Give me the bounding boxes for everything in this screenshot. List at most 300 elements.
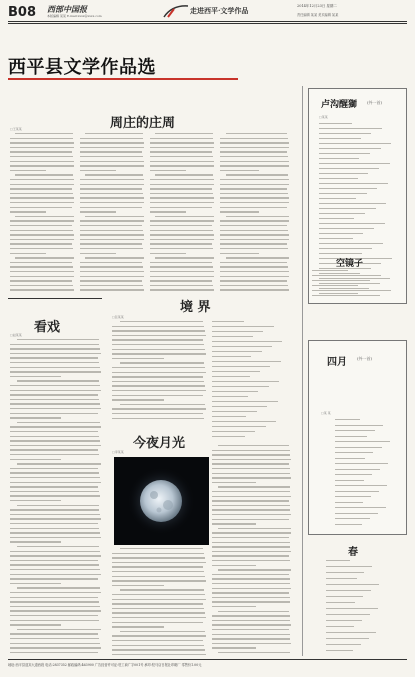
text-line bbox=[326, 572, 364, 573]
text-line bbox=[326, 602, 355, 603]
text-line bbox=[10, 601, 99, 602]
text-line bbox=[150, 285, 213, 286]
text-line bbox=[10, 276, 74, 277]
text-line bbox=[220, 225, 287, 226]
text-line bbox=[10, 230, 73, 231]
text-line bbox=[80, 197, 144, 198]
text-line bbox=[212, 629, 289, 630]
article-author-jingjie: □张某某 bbox=[112, 315, 124, 319]
text-line bbox=[220, 193, 288, 194]
text-line bbox=[319, 213, 365, 214]
text-line bbox=[112, 330, 205, 331]
text-line bbox=[112, 399, 164, 400]
pen-logo-icon bbox=[162, 3, 190, 19]
text-line bbox=[220, 276, 289, 277]
text-line bbox=[10, 271, 74, 272]
text-line bbox=[80, 239, 144, 240]
text-line bbox=[120, 321, 204, 322]
text-line bbox=[319, 128, 382, 129]
text-line bbox=[335, 474, 372, 475]
text-line bbox=[112, 339, 203, 340]
text-line bbox=[10, 583, 61, 584]
article-body-moon-2 bbox=[212, 445, 292, 658]
text-line bbox=[319, 233, 363, 234]
text-line bbox=[319, 228, 374, 229]
text-line bbox=[212, 634, 290, 635]
text-line bbox=[220, 253, 259, 254]
text-line bbox=[212, 643, 291, 644]
text-line bbox=[150, 147, 214, 148]
text-line bbox=[220, 156, 288, 157]
poem-body-siyue bbox=[335, 419, 397, 529]
header-staff: 责任编辑 某某 美术编辑 某某 bbox=[297, 13, 339, 17]
text-line bbox=[85, 216, 144, 217]
text-line bbox=[212, 546, 290, 547]
text-line bbox=[112, 385, 205, 386]
text-line bbox=[85, 174, 143, 175]
text-line bbox=[10, 652, 98, 653]
text-line bbox=[326, 650, 353, 651]
section-title: 走进西平·文学作品 bbox=[190, 6, 249, 15]
article-author-kanxi: □赵某某 bbox=[10, 333, 22, 337]
text-line bbox=[10, 620, 99, 621]
text-line bbox=[10, 436, 99, 437]
text-line bbox=[10, 491, 99, 492]
text-line bbox=[326, 644, 361, 645]
text-line bbox=[335, 507, 386, 508]
text-line bbox=[10, 147, 74, 148]
text-line bbox=[212, 356, 251, 357]
text-line bbox=[326, 632, 376, 633]
text-line bbox=[319, 133, 371, 134]
text-line bbox=[10, 514, 100, 515]
text-line bbox=[326, 578, 357, 579]
text-line bbox=[212, 361, 281, 362]
text-line bbox=[112, 617, 206, 618]
text-line bbox=[220, 151, 287, 152]
text-line bbox=[150, 151, 212, 152]
text-line bbox=[326, 626, 354, 627]
text-line bbox=[212, 578, 290, 579]
text-line bbox=[10, 615, 98, 616]
text-line bbox=[10, 486, 98, 487]
text-line bbox=[17, 629, 101, 630]
text-line bbox=[212, 426, 266, 427]
text-line bbox=[112, 381, 204, 382]
text-line bbox=[10, 551, 100, 552]
text-line bbox=[150, 230, 213, 231]
text-line bbox=[220, 211, 259, 212]
text-line bbox=[10, 454, 99, 455]
text-line bbox=[150, 280, 212, 281]
text-line bbox=[212, 560, 290, 561]
text-line bbox=[10, 417, 61, 418]
text-line bbox=[80, 234, 144, 235]
text-line bbox=[319, 248, 372, 249]
text-line bbox=[10, 357, 98, 358]
text-line bbox=[112, 612, 205, 613]
text-line bbox=[112, 557, 205, 558]
text-line bbox=[312, 295, 380, 296]
text-line bbox=[112, 622, 203, 623]
article-author-zhouzhuang: □王某某 bbox=[10, 127, 22, 131]
text-line bbox=[10, 643, 100, 644]
text-line bbox=[212, 406, 267, 407]
text-line bbox=[212, 463, 289, 464]
text-line bbox=[112, 576, 205, 577]
text-line bbox=[220, 248, 288, 249]
text-line bbox=[212, 574, 289, 575]
text-line bbox=[212, 638, 290, 639]
text-line bbox=[10, 202, 74, 203]
text-line bbox=[212, 620, 290, 621]
text-line bbox=[10, 399, 99, 400]
text-line bbox=[326, 590, 371, 591]
text-line bbox=[112, 418, 204, 419]
text-line bbox=[212, 565, 256, 566]
text-line bbox=[312, 290, 391, 291]
text-line bbox=[17, 505, 98, 506]
text-line bbox=[10, 495, 100, 496]
text-line bbox=[15, 216, 74, 217]
text-line bbox=[220, 138, 288, 139]
text-line bbox=[10, 220, 74, 221]
text-line bbox=[10, 280, 72, 281]
text-line bbox=[112, 566, 203, 567]
text-line bbox=[212, 431, 255, 432]
text-line bbox=[10, 633, 98, 634]
text-line bbox=[335, 513, 378, 514]
text-line bbox=[10, 532, 100, 533]
text-line bbox=[220, 170, 259, 171]
text-line bbox=[10, 376, 61, 377]
text-line bbox=[10, 348, 100, 349]
text-line bbox=[212, 551, 291, 552]
text-line bbox=[220, 285, 288, 286]
text-line bbox=[112, 326, 204, 327]
text-line bbox=[10, 578, 98, 579]
text-line bbox=[212, 351, 262, 352]
text-line bbox=[212, 514, 291, 515]
text-line bbox=[10, 468, 98, 469]
text-line bbox=[319, 193, 367, 194]
text-line bbox=[212, 523, 256, 524]
text-line bbox=[10, 289, 74, 290]
text-line bbox=[112, 372, 206, 373]
text-line bbox=[150, 170, 186, 171]
text-line bbox=[150, 188, 212, 189]
text-line bbox=[10, 647, 101, 648]
text-line bbox=[112, 626, 164, 627]
article-body-jingjie bbox=[112, 321, 207, 421]
text-line bbox=[150, 243, 212, 244]
text-line bbox=[80, 179, 144, 180]
text-line bbox=[10, 560, 98, 561]
text-line bbox=[326, 584, 379, 585]
paper-name: 西部中国报 bbox=[47, 4, 87, 14]
text-line bbox=[80, 285, 143, 286]
text-line bbox=[10, 138, 73, 139]
text-line bbox=[312, 280, 370, 281]
text-line bbox=[150, 262, 212, 263]
text-line bbox=[10, 239, 74, 240]
text-line bbox=[112, 553, 204, 554]
text-line bbox=[212, 597, 290, 598]
text-line bbox=[319, 143, 391, 144]
text-line bbox=[10, 537, 101, 538]
text-line bbox=[112, 395, 203, 396]
text-line bbox=[220, 188, 287, 189]
text-line bbox=[10, 624, 61, 625]
text-line bbox=[220, 271, 289, 272]
text-line bbox=[150, 211, 186, 212]
text-line bbox=[10, 344, 99, 345]
text-line bbox=[10, 500, 61, 501]
text-line bbox=[10, 243, 72, 244]
text-line bbox=[17, 587, 100, 588]
text-line bbox=[212, 371, 260, 372]
text-line bbox=[10, 606, 100, 607]
text-line bbox=[319, 158, 359, 159]
article-title-kanxi: 看戏 bbox=[34, 320, 61, 335]
article-body-zhouzhuang bbox=[10, 133, 75, 293]
text-line bbox=[155, 133, 212, 134]
text-line bbox=[212, 555, 289, 556]
text-line bbox=[112, 649, 205, 650]
text-line bbox=[212, 346, 272, 347]
main-title: 西平县文学作品选 bbox=[8, 57, 156, 78]
text-line bbox=[335, 447, 382, 448]
text-line bbox=[112, 390, 206, 391]
text-line bbox=[150, 202, 214, 203]
text-line bbox=[80, 156, 143, 157]
article-body-zhouzhuang-2 bbox=[80, 133, 145, 293]
text-line bbox=[212, 473, 290, 474]
text-line bbox=[319, 208, 376, 209]
text-line bbox=[112, 585, 164, 586]
text-line bbox=[212, 411, 257, 412]
text-line bbox=[319, 183, 388, 184]
text-line bbox=[212, 583, 290, 584]
article-title-jingjie: 境 界 bbox=[180, 300, 211, 315]
text-line bbox=[80, 165, 144, 166]
text-line bbox=[220, 220, 289, 221]
text-line bbox=[80, 138, 143, 139]
text-line bbox=[112, 562, 206, 563]
text-line bbox=[335, 419, 360, 420]
text-line bbox=[335, 469, 380, 470]
text-line bbox=[212, 416, 246, 417]
text-line bbox=[218, 486, 289, 487]
text-line bbox=[220, 202, 289, 203]
text-line bbox=[212, 624, 291, 625]
text-line bbox=[10, 161, 74, 162]
text-line bbox=[80, 253, 116, 254]
text-line bbox=[10, 574, 101, 575]
text-line bbox=[120, 589, 205, 590]
text-line bbox=[112, 599, 206, 600]
text-line bbox=[120, 548, 204, 549]
text-line bbox=[218, 611, 289, 612]
header-date: 2014年12月23日 星期二 bbox=[297, 4, 337, 8]
text-line bbox=[80, 262, 142, 263]
text-line bbox=[10, 253, 46, 254]
text-line bbox=[10, 509, 99, 510]
text-line bbox=[212, 532, 291, 533]
text-line bbox=[80, 170, 116, 171]
text-line bbox=[212, 606, 256, 607]
text-line bbox=[112, 640, 203, 641]
text-line bbox=[212, 509, 290, 510]
text-line bbox=[17, 463, 101, 464]
text-line bbox=[326, 560, 350, 561]
text-line bbox=[80, 188, 142, 189]
text-line bbox=[335, 452, 373, 453]
text-line bbox=[80, 276, 144, 277]
text-line bbox=[319, 253, 362, 254]
text-line bbox=[212, 601, 290, 602]
text-line bbox=[326, 614, 370, 615]
text-line bbox=[10, 179, 74, 180]
text-line bbox=[212, 421, 276, 422]
text-line bbox=[212, 542, 290, 543]
text-line bbox=[150, 253, 186, 254]
text-line bbox=[326, 608, 378, 609]
text-line bbox=[80, 271, 144, 272]
title-underline bbox=[8, 78, 238, 80]
article-body-zhouzhuang-3 bbox=[150, 133, 215, 293]
text-line bbox=[212, 482, 256, 483]
text-line bbox=[80, 248, 143, 249]
text-line bbox=[326, 566, 372, 567]
text-line bbox=[10, 188, 72, 189]
text-line bbox=[120, 362, 205, 363]
text-line bbox=[80, 207, 142, 208]
text-line bbox=[212, 615, 290, 616]
text-line bbox=[220, 147, 289, 148]
text-line bbox=[319, 173, 368, 174]
text-line bbox=[10, 564, 99, 565]
text-line bbox=[10, 170, 46, 171]
text-line bbox=[312, 285, 358, 286]
text-line bbox=[150, 276, 214, 277]
text-line bbox=[10, 610, 101, 611]
text-line bbox=[218, 652, 289, 653]
text-line bbox=[10, 569, 100, 570]
text-line bbox=[10, 592, 101, 593]
text-line bbox=[17, 339, 98, 340]
text-line bbox=[220, 234, 289, 235]
text-line bbox=[326, 638, 369, 639]
text-line bbox=[319, 198, 356, 199]
text-line bbox=[150, 138, 213, 139]
text-line bbox=[150, 161, 214, 162]
text-line bbox=[112, 645, 204, 646]
text-line bbox=[319, 218, 354, 219]
text-line bbox=[120, 404, 206, 405]
poem-body-kongjingzi bbox=[312, 270, 402, 300]
text-line bbox=[150, 289, 214, 290]
article-body-moon bbox=[112, 548, 207, 658]
poem-author-siyue: □某 某 bbox=[321, 411, 331, 415]
text-line bbox=[80, 225, 142, 226]
text-line bbox=[112, 358, 164, 359]
text-line bbox=[112, 571, 204, 572]
text-line bbox=[212, 500, 289, 501]
text-line bbox=[10, 449, 98, 450]
text-line bbox=[150, 271, 214, 272]
poem-sub-siyue: (外一首) bbox=[357, 356, 373, 361]
poem-title-chun: 春 bbox=[348, 547, 358, 558]
poem-author-luxing: □某某 bbox=[319, 115, 328, 119]
text-line bbox=[150, 184, 214, 185]
text-line bbox=[10, 385, 100, 386]
text-line bbox=[220, 165, 289, 166]
text-line bbox=[220, 142, 289, 143]
text-line bbox=[80, 147, 144, 148]
text-line bbox=[155, 174, 213, 175]
text-line bbox=[335, 496, 371, 497]
text-line bbox=[335, 491, 379, 492]
text-line bbox=[335, 463, 388, 464]
text-line bbox=[319, 168, 379, 169]
poem-body-chun bbox=[326, 560, 386, 655]
text-line bbox=[10, 413, 98, 414]
text-line bbox=[319, 153, 370, 154]
page-number: B08 bbox=[8, 5, 36, 20]
text-line bbox=[155, 257, 214, 258]
text-line bbox=[150, 142, 214, 143]
poem-title-kongjingzi: 空镜子 bbox=[336, 259, 364, 269]
text-line bbox=[10, 211, 46, 212]
text-line bbox=[10, 482, 101, 483]
text-line bbox=[212, 477, 291, 478]
text-line bbox=[319, 188, 377, 189]
text-line bbox=[112, 594, 205, 595]
text-line bbox=[212, 436, 245, 437]
text-line bbox=[220, 239, 289, 240]
text-line bbox=[212, 381, 279, 382]
text-line bbox=[220, 243, 287, 244]
text-line bbox=[112, 580, 206, 581]
text-line bbox=[212, 459, 291, 460]
footer-rule bbox=[8, 659, 407, 660]
text-line bbox=[10, 193, 73, 194]
moon-photo bbox=[114, 457, 209, 545]
text-line bbox=[112, 367, 205, 368]
text-line bbox=[226, 257, 290, 258]
text-line bbox=[10, 371, 101, 372]
text-line bbox=[10, 408, 101, 409]
text-line bbox=[319, 243, 383, 244]
text-line bbox=[335, 524, 362, 525]
text-line bbox=[335, 430, 375, 431]
text-line bbox=[85, 133, 142, 134]
text-line bbox=[10, 266, 73, 267]
text-line bbox=[10, 638, 99, 639]
text-line bbox=[112, 603, 203, 604]
article-body-kanxi bbox=[10, 339, 102, 657]
text-line bbox=[80, 211, 116, 212]
text-line bbox=[10, 390, 101, 391]
text-line bbox=[335, 480, 364, 481]
kanxi-rule bbox=[8, 298, 102, 299]
text-line bbox=[17, 422, 100, 423]
text-line bbox=[212, 366, 270, 367]
text-line bbox=[212, 454, 290, 455]
text-line bbox=[212, 450, 290, 451]
text-line bbox=[10, 151, 72, 152]
